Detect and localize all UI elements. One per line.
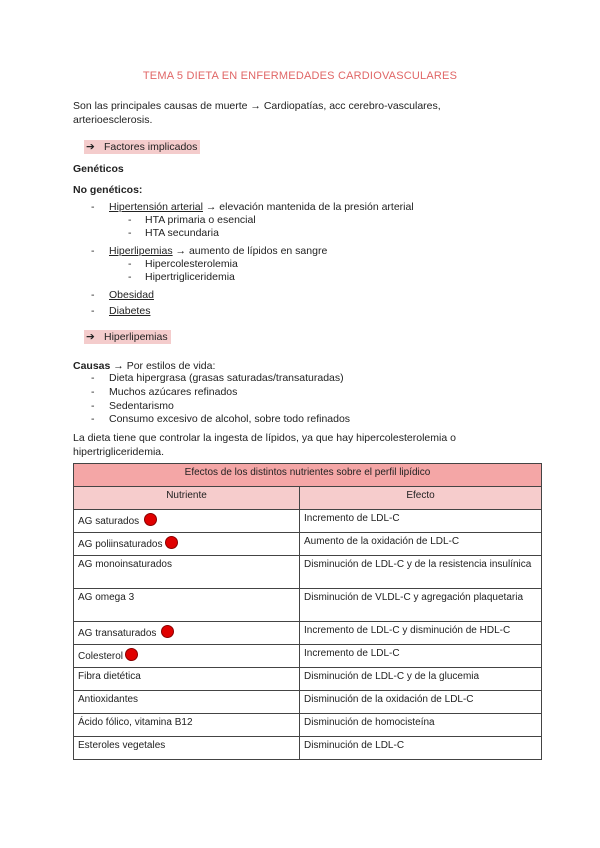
- list-item-diabetes: Diabetes: [109, 305, 151, 317]
- hiper-desc: → aumento de lípidos en sangre: [172, 245, 328, 257]
- nutrient-cell: Antioxidantes: [74, 691, 300, 714]
- effect-cell: Disminución de homocisteína: [300, 714, 542, 737]
- list-item-hiperlipemias: [109, 245, 327, 258]
- intro-line-1: Son las principales causas de muerte → Cardiopatías, acc cerebro-vasculares,: [73, 100, 441, 112]
- bullet-dash: -: [91, 201, 95, 213]
- bullet-dash: -: [91, 372, 95, 384]
- bullet-dash: -: [128, 271, 132, 283]
- red-dot-marker-icon: [144, 513, 157, 526]
- section-factores-label: Factores implicados: [104, 141, 198, 153]
- table-row: [74, 737, 542, 760]
- table-row: [74, 691, 542, 714]
- red-dot-marker-icon: [165, 536, 178, 549]
- effect-cell: Aumento de la oxidación de LDL-C: [300, 533, 542, 556]
- nutrient-cell: Ácido fólico, vitamina B12: [74, 714, 300, 737]
- effect-cell: Incremento de LDL-C: [300, 645, 542, 668]
- effect-cell: Disminución de la oxidación de LDL-C: [300, 691, 542, 714]
- hta-desc: → elevación mantenida de la presión arterial: [202, 201, 414, 213]
- table-caption: Efectos de los distintos nutrientes sobre el perfil lipídico: [74, 464, 542, 487]
- list-item-hipercolesterolemia: Hipercolesterolemia: [145, 258, 238, 270]
- nutrient-cell: Esteroles vegetales: [74, 737, 300, 760]
- heading-geneticos: Genéticos: [73, 163, 124, 175]
- effect-cell: Incremento de LDL-C: [300, 510, 542, 533]
- table-row: [74, 533, 542, 556]
- red-dot-marker-icon: [161, 625, 174, 638]
- arrow-icon: ➔: [86, 141, 95, 153]
- bullet-dash: -: [128, 258, 132, 270]
- effect-cell: Incremento de LDL-C y disminución de HDL-C: [300, 622, 542, 645]
- table-row: [74, 668, 542, 691]
- list-item-hta: [109, 201, 414, 214]
- effect-cell: Disminución de LDL-C y de la resistencia insulínica: [300, 556, 542, 589]
- nutrient-cell: AG poliinsaturados: [78, 539, 163, 550]
- section-hiperlipemias-label: Hiperlipemias: [104, 331, 168, 343]
- causa-item: Muchos azúcares refinados: [109, 386, 238, 398]
- red-dot-marker-icon: [125, 648, 138, 661]
- bullet-dash: -: [91, 413, 95, 425]
- causas-label: Causas: [73, 360, 111, 372]
- nutrient-cell: AG omega 3: [74, 589, 300, 622]
- bullet-dash: -: [91, 386, 95, 398]
- nutrient-cell: AG saturados: [78, 516, 142, 527]
- table-row: [74, 714, 542, 737]
- page-title: TEMA 5 DIETA EN ENFERMEDADES CARDIOVASCULARES: [142, 70, 458, 82]
- nutrient-cell: Fibra dietética: [74, 668, 300, 691]
- list-item-hipertrigliceridemia: Hipertrigliceridemia: [145, 271, 235, 283]
- arrow-icon: ➔: [86, 331, 95, 343]
- heading-no-geneticos: No genéticos:: [73, 184, 143, 196]
- dieta-line-1: La dieta tiene que controlar la ingesta de lípidos, ya que hay hipercolesterolemia o: [73, 432, 456, 444]
- list-item-hta-primaria: HTA primaria o esencial: [145, 214, 256, 226]
- column-header-efecto: Efecto: [300, 487, 542, 510]
- bullet-dash: -: [91, 289, 95, 301]
- section-factores: [84, 141, 200, 153]
- intro-line-2: arterioesclerosis.: [73, 114, 153, 126]
- nutrient-effects-table: [73, 463, 542, 760]
- effect-cell: Disminución de VLDL-C y agregación plaquetaria: [300, 589, 542, 622]
- causa-item: Sedentarismo: [109, 400, 174, 412]
- bullet-dash: -: [91, 400, 95, 412]
- section-hiperlipemias: [84, 331, 171, 343]
- bullet-dash: -: [128, 214, 132, 226]
- causas-line: [73, 359, 215, 373]
- causa-item: Dieta hipergrasa (grasas saturadas/transaturadas): [109, 372, 344, 384]
- bullet-dash: -: [91, 245, 95, 257]
- table-row: [74, 510, 542, 533]
- column-header-nutriente: Nutriente: [74, 487, 300, 510]
- list-item-hta-secundaria: HTA secundaria: [145, 227, 219, 239]
- nutrient-cell: Colesterol: [78, 651, 124, 662]
- dieta-line-2: hipertrigliceridemia.: [73, 446, 165, 458]
- hiper-term: Hiperlipemias: [109, 245, 173, 257]
- nutrient-cell: AG monoinsaturados: [74, 556, 300, 589]
- bullet-dash: -: [128, 227, 132, 239]
- nutrient-cell: AG transaturados: [78, 628, 160, 639]
- effect-cell: Disminución de LDL-C y de la glucemia: [300, 668, 542, 691]
- causas-desc: → Por estilos de vida:: [110, 360, 216, 372]
- list-item-obesidad: Obesidad: [109, 289, 154, 301]
- table-row: [74, 622, 542, 645]
- table-row: [74, 589, 542, 622]
- bullet-dash: -: [91, 305, 95, 317]
- table-row: [74, 645, 542, 668]
- causa-item: Consumo excesivo de alcohol, sobre todo refinados: [109, 413, 351, 425]
- hta-term: Hipertensión arterial: [109, 201, 203, 213]
- table-row: [74, 556, 542, 589]
- effect-cell: Disminución de LDL-C: [300, 737, 542, 760]
